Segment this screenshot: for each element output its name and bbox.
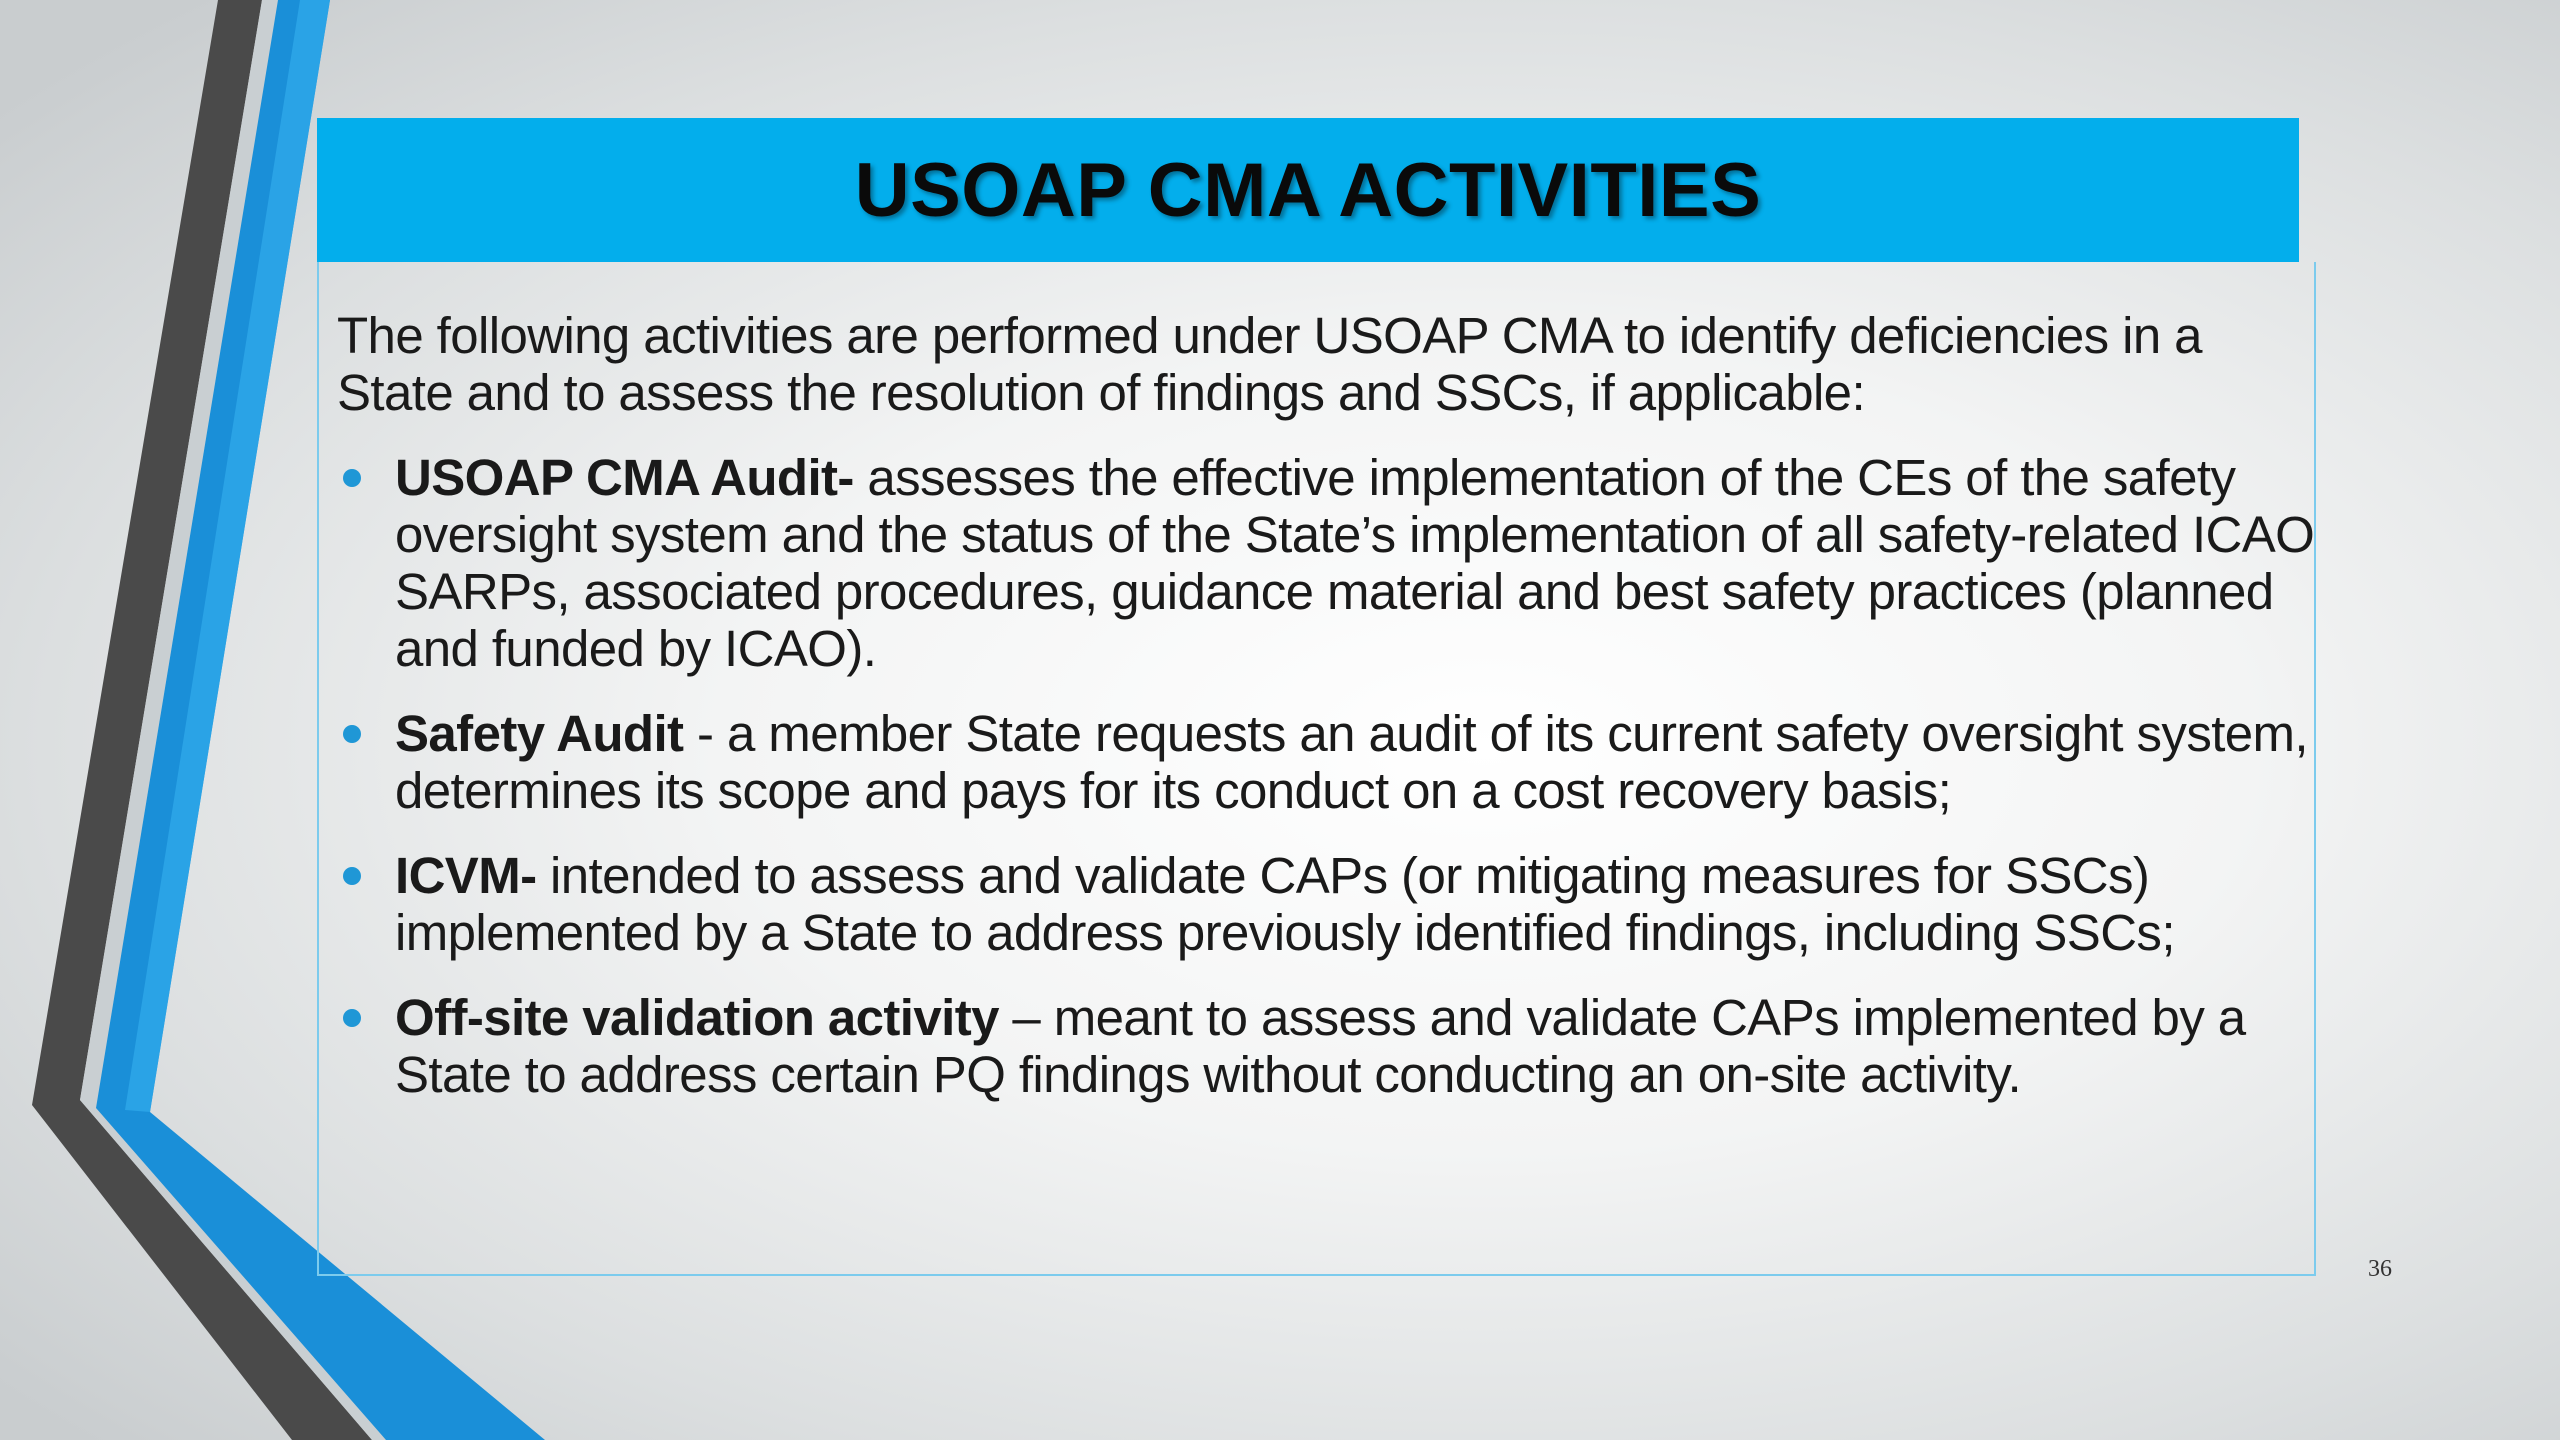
list-item-safety-audit <box>337 705 2315 819</box>
title-bar <box>317 118 2299 262</box>
bullet-text: – meant to assess and validate CAPs implemented by a State to address certain PQ findings without conducting an on-site activity. <box>395 989 2246 1103</box>
bullet-term: ICVM- <box>395 847 537 904</box>
bullet-dot-icon <box>343 1009 361 1027</box>
activities-list <box>337 449 2314 1103</box>
bullet-text: intended to assess and validate CAPs (or mitigating measures for SSCs) implemented by a State to address previously identified findings, including SSCs; <box>395 847 2175 961</box>
list-item-off-site-validation <box>337 989 2315 1103</box>
bullet-term: USOAP CMA Audit- <box>395 449 854 506</box>
page-number: 36 <box>2368 1256 2392 1282</box>
bullet-dot-icon <box>343 867 361 885</box>
bullet-term: Off-site validation activity <box>395 989 999 1046</box>
content-box <box>317 262 2316 1276</box>
bullet-text: - a member State requests an audit of its current safety oversight system, determines its scope and pays for its conduct on a cost recovery basis; <box>395 705 2309 819</box>
bullet-term: Safety Audit <box>395 705 684 762</box>
slide-title: USOAP CMA ACTIVITIES <box>854 147 1762 233</box>
bullet-dot-icon <box>343 725 361 743</box>
list-item-usoap-cma-audit <box>337 449 2315 677</box>
bullet-dot-icon <box>343 469 361 487</box>
list-item-icvm <box>337 847 2315 961</box>
intro-paragraph: The following activities are performed under USOAP CMA to identify deficiencies in a State and to assess the resolution of findings and SSCs, if applicable: <box>337 307 2202 421</box>
bullet-text: assesses the effective implementation of the CEs of the safety oversight system and the status of the State’s implementation of all safety-related ICAO SARPs, associated procedures, guidance material and best safety practices (planned and funded by ICAO). <box>395 449 2315 677</box>
